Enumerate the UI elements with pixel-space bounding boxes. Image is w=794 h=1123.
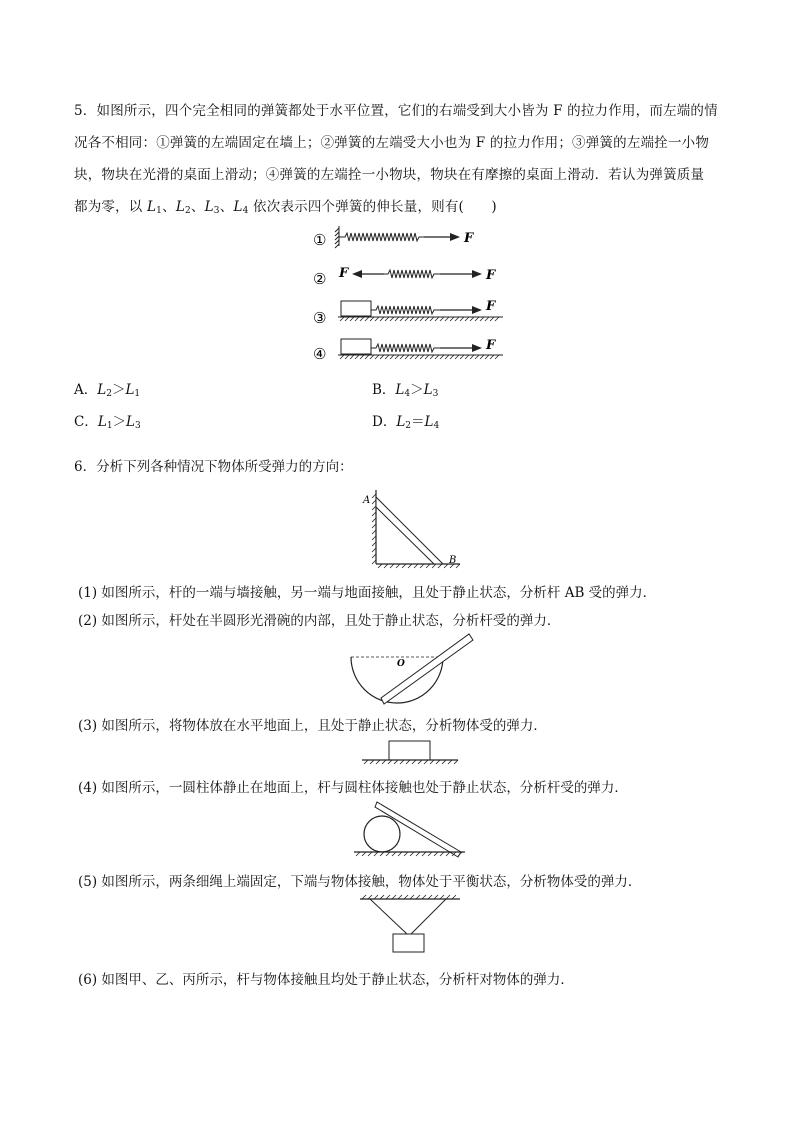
option-c-right: L	[126, 414, 136, 430]
var-l3-sub: 3	[213, 206, 220, 216]
q6-item-6: (6) 如图甲、乙、丙所示，杆与物体接触且均处于静止状态，分析杆对物体的弹力．	[78, 972, 574, 988]
option-d-rel: ＝	[411, 414, 425, 430]
fig-label-3: ③	[313, 309, 327, 327]
option-c-label: C．	[74, 414, 98, 430]
option-b-rel: ＞	[410, 382, 424, 398]
force-label-4: F	[486, 338, 496, 353]
option-a-left: L	[97, 382, 107, 398]
option-c-left-sub: 1	[106, 421, 113, 431]
fig-label-2: ②	[313, 270, 327, 288]
var-l4: L	[233, 199, 243, 215]
q5-line-3: 块，物块在光滑的桌面上滑动；④弹簧的左端拴一小物块，物块在有摩擦的桌面上滑动．若认为弹簧质量	[74, 167, 705, 183]
sep-1: 、	[162, 199, 176, 215]
q5-line-4-end: 依次表示四个弹簧的伸长量，则有( )	[248, 199, 497, 215]
fig5-ropes-block	[360, 895, 460, 952]
var-l2-sub: 2	[184, 206, 191, 216]
fig3-block-ground	[362, 741, 458, 764]
option-d-label: D．	[372, 414, 397, 430]
option-c-right-sub: 3	[135, 421, 141, 431]
var-l1: L	[147, 199, 157, 215]
fig-label-4: ④	[313, 345, 327, 363]
option-c-left: L	[97, 414, 107, 430]
sep-2: 、	[190, 199, 205, 215]
var-l4-sub: 4	[242, 206, 249, 216]
option-d-left: L	[396, 414, 406, 430]
var-l1-sub: 1	[156, 206, 163, 216]
fig2-rod-bowl	[351, 634, 473, 704]
option-b-right-sub: 3	[432, 389, 439, 399]
q6-item-4: (4) 如图所示，一圆柱体静止在地面上，杆与圆柱体接触也处于静止状态，分析杆受的弹力．	[78, 780, 628, 796]
q6-title: 6．分析下列各种情况下物体所受弹力的方向：	[74, 459, 353, 475]
q6-item-2: (2) 如图所示，杆处在半圆形光滑碗的内部，且处于静止状态，分析杆受的弹力．	[78, 613, 561, 629]
option-a-rel: ＞	[111, 382, 126, 398]
q5-line-1: 5．如图所示，四个完全相同的弹簧都处于水平位置，它们的右端受到大小皆为 F 的拉力作用，而左端的情	[74, 103, 718, 119]
sep-3: 、	[219, 199, 234, 215]
option-a-label: A．	[74, 382, 98, 398]
fig1-label-a: A	[363, 495, 371, 506]
option-a-right: L	[125, 382, 135, 398]
option-a-right-sub: 1	[134, 389, 141, 399]
var-l3: L	[204, 199, 214, 215]
q6-item-5: (5) 如图所示，两条细绳上端固定，下端与物体接触，物体处于平衡状态，分析物体受的弹力．	[78, 874, 642, 890]
fig2-label-o: O	[397, 659, 405, 669]
force-label-2-left: F	[339, 266, 349, 281]
fig1-rod-wall	[362, 490, 460, 568]
option-b-right: L	[423, 382, 433, 398]
q5-line-2: 况各不相同：①弹簧的左端固定在墙上；②弹簧的左端受大小也为 F 的拉力作用；③弹簧的左端拴一小物	[74, 135, 710, 151]
option-d-right: L	[424, 414, 434, 430]
q5-line-4-start: 都为零，以	[74, 199, 147, 215]
q6-item-1: (1) 如图所示，杆的一端与墙接触，另一端与地面接触，且处于静止状态，分析杆 AB 受的弹力．	[78, 585, 657, 601]
force-label-1: F	[464, 231, 474, 246]
option-a-left-sub: 2	[106, 389, 112, 399]
var-l2: L	[175, 199, 185, 215]
fig-label-1: ①	[313, 231, 327, 249]
fig1-label-b: B	[449, 555, 457, 566]
option-b-label: B．	[372, 382, 396, 398]
q6-item-3: (3) 如图所示，将物体放在水平地面上，且处于静止状态，分析物体受的弹力．	[78, 718, 547, 734]
option-d-right-sub: 4	[433, 421, 440, 431]
option-d-left-sub: 2	[405, 421, 412, 431]
force-label-2-right: F	[486, 268, 496, 283]
fig4-cylinder-rod	[354, 802, 465, 857]
option-b-left: L	[395, 382, 405, 398]
option-c-rel: ＞	[112, 414, 127, 430]
force-label-3: F	[486, 299, 496, 314]
option-b-left-sub: 4	[404, 389, 411, 399]
